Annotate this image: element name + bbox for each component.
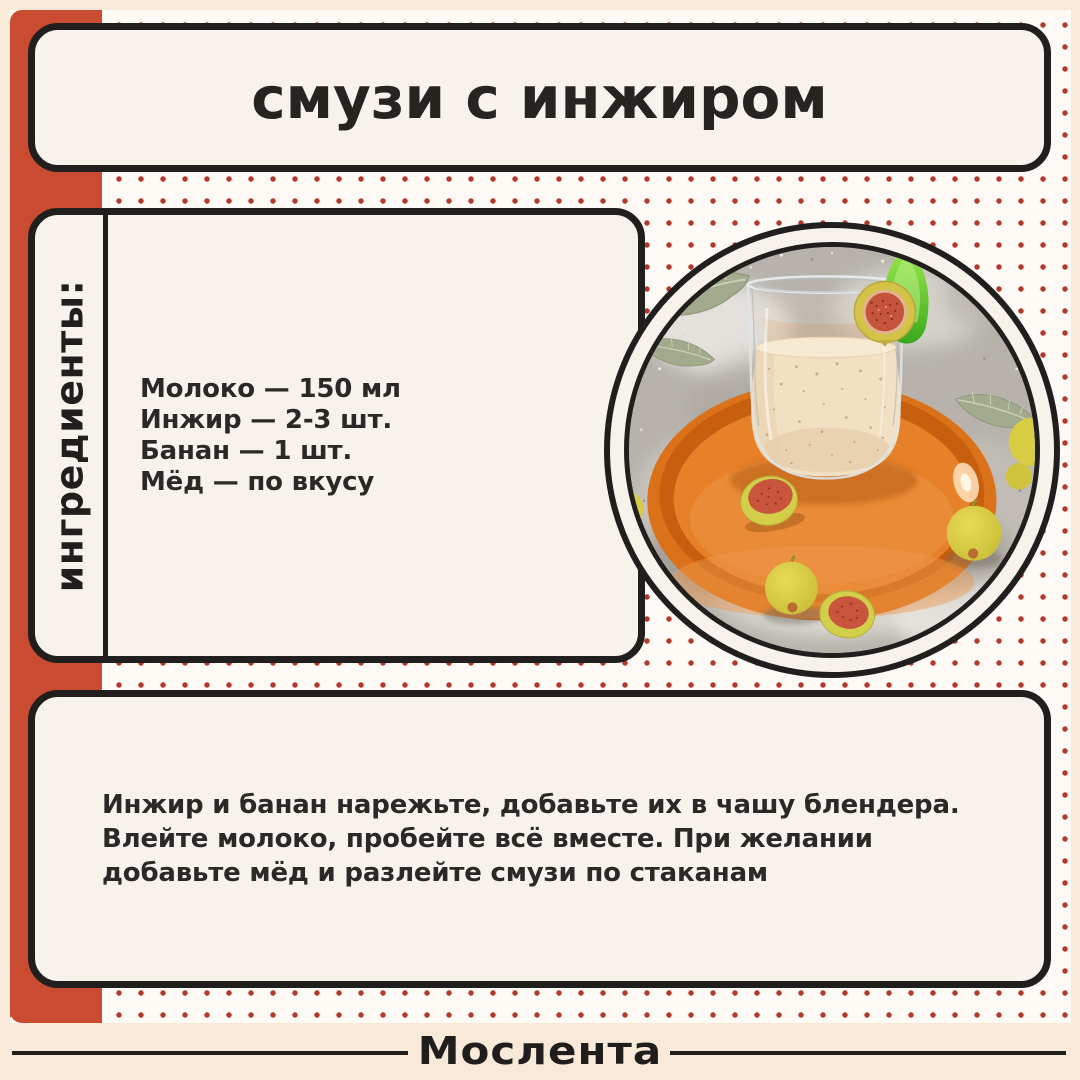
recipe-title: смузи с инжиром: [251, 63, 828, 132]
ingredients-list: [108, 215, 638, 656]
moslenta-logo: Мослента: [417, 1027, 663, 1074]
ingredients-label-column: [35, 215, 103, 656]
ingredients-card: [28, 208, 645, 663]
instruction-line: Влейте молоко, пробейте всё вместе. При желании: [102, 824, 873, 854]
instructions-card: [28, 690, 1051, 988]
ingredient-item-figs: Инжир — 2-3 шт.: [140, 404, 393, 435]
instruction-line: добавьте мёд и разлейте смузи по стаканам: [102, 858, 768, 888]
photo-frame: [604, 222, 1060, 678]
photo-inner-frame: [624, 242, 1040, 658]
ingredients-label: ингредиенты:: [47, 279, 92, 592]
ingredient-item-banana: Банан — 1 шт.: [140, 435, 353, 466]
ingredient-item-milk: Молоко — 150 мл: [140, 373, 401, 404]
ingredient-item-honey: Мёд — по вкусу: [140, 466, 375, 497]
instruction-line: Инжир и банан нарежьте, добавьте их в чашу блендера.: [102, 790, 960, 820]
fig-smoothie-photo: [629, 247, 1035, 653]
title-card: [28, 23, 1051, 172]
